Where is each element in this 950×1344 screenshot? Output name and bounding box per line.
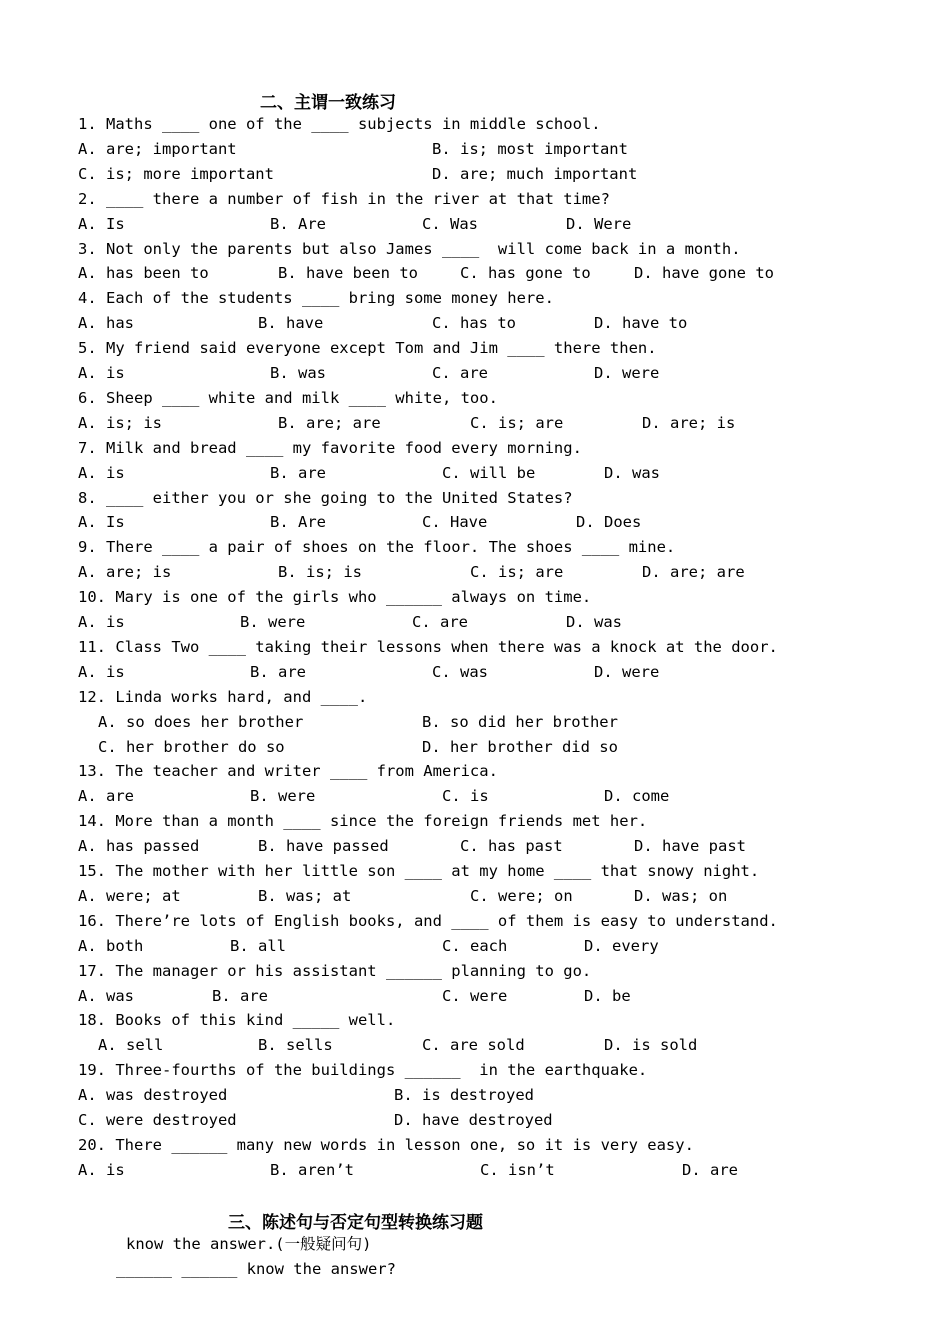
question-text: 19. Three-fourths of the buildings ______ in the earthquake. (78, 1061, 648, 1080)
question-text: 12. Linda works hard, and ____. (78, 687, 368, 706)
option: A. are; important (78, 139, 237, 158)
option: B. sells (258, 1036, 333, 1055)
option: A. so does her brother (98, 712, 304, 731)
option: B. have (258, 314, 324, 333)
option: A. were; at (78, 886, 181, 905)
option: D. was (566, 613, 622, 631)
question-text: 7. Milk and bread ____ my favorite food every morning. (78, 438, 582, 457)
option: C. has gone to (460, 264, 591, 283)
option: B. was; at (258, 886, 352, 905)
question-text: 15. The mother with her little son ____ at my home ____ that snowy night. (78, 862, 760, 880)
option: B. Are (270, 214, 326, 233)
option: A. are; is (78, 563, 172, 582)
question-text: 10. Mary is one of the girls who ______ always on time. (78, 588, 592, 607)
option: B. are (212, 986, 268, 1005)
option: D. were (594, 662, 660, 681)
option: D. are; much important (432, 164, 638, 183)
option: B. are (250, 662, 306, 681)
option: C. Have (422, 513, 488, 532)
question-text: 6. Sheep ____ white and milk ____ white, too. (78, 388, 498, 407)
option: D. come (604, 787, 670, 806)
question-text: 1. Maths ____ one of the ____ subjects in middle school. (78, 115, 601, 133)
section-3-line: ______ ______ know the answer? (116, 1260, 396, 1278)
question-text: 14. More than a month ____ since the foreign friends met her. (78, 812, 648, 831)
question-text: 3. Not only the parents but also James ____ will come back in a month. (78, 239, 741, 258)
option: A. is; is (78, 413, 162, 432)
question-text: 9. There ____ a pair of shoes on the floor. The shoes ____ mine. (78, 538, 676, 557)
option: D. was (604, 463, 660, 482)
section-3-line: know the answer.(一般疑问句) (126, 1235, 372, 1253)
section-3-title: 三、陈述句与否定句型转换练习题 (228, 1213, 483, 1233)
option: A. Is (78, 513, 125, 532)
option: A. was destroyed (78, 1086, 228, 1105)
section-2-title: 二、主谓一致练习 (260, 93, 396, 113)
option: D. are; are (642, 563, 745, 582)
option: D. have to (594, 314, 688, 333)
option: A. is (78, 364, 125, 382)
option: D. are (682, 1160, 738, 1179)
option: C. her brother do so (98, 737, 285, 756)
option: B. are; are (278, 413, 381, 432)
option: B. so did her brother (422, 712, 618, 731)
question-text: 13. The teacher and writer ____ from America. (78, 762, 498, 781)
option: D. be (584, 986, 631, 1005)
option: C. were (442, 986, 508, 1005)
option: A. has passed (78, 837, 200, 856)
option: D. were (594, 364, 660, 382)
option: D. Were (566, 214, 632, 233)
option: B. all (230, 936, 286, 955)
question-text: 11. Class Two ____ taking their lessons when there was a knock at the door. (78, 637, 778, 656)
option: C. is; are (470, 413, 564, 432)
option: D. have gone to (634, 264, 774, 283)
option: B. is; is (278, 563, 362, 582)
option: B. aren’t (270, 1160, 354, 1179)
option: D. every (584, 936, 659, 955)
question-text: 8. ____ either you or she going to the United States? (78, 488, 573, 507)
question-text: 16. There’re lots of English books, and ____ of them is easy to understand. (78, 911, 778, 930)
question-text: 5. My friend said everyone except Tom and Jim ____ there then. (78, 339, 657, 358)
option: C. is; more important (78, 164, 274, 183)
option: C. is (442, 787, 489, 806)
option: B. Are (270, 513, 326, 532)
option: D. are; is (642, 413, 736, 432)
option: B. was (270, 364, 326, 382)
option: D. have destroyed (394, 1111, 553, 1129)
option: A. Is (78, 214, 125, 233)
question-text: 4. Each of the students ____ bring some money here. (78, 289, 554, 308)
option: A. is (78, 613, 125, 631)
option: C. was (432, 662, 488, 681)
option: B. were (240, 613, 306, 631)
option: D. have past (634, 837, 746, 856)
option: C. is; are (470, 563, 564, 582)
option: B. is; most important (432, 139, 628, 158)
option: D. Does (576, 513, 642, 532)
option: C. Was (422, 214, 478, 233)
question-text: 18. Books of this kind _____ well. (78, 1011, 396, 1030)
option: A. has been to (78, 264, 209, 283)
option: A. is (78, 463, 125, 482)
option: D. her brother did so (422, 737, 618, 756)
option: C. are (412, 613, 468, 631)
option: B. have passed (258, 837, 389, 856)
option: C. has past (460, 837, 563, 856)
option: D. is sold (604, 1036, 698, 1055)
option: C. were; on (470, 886, 573, 905)
option: C. has to (432, 314, 516, 333)
option: A. is (78, 662, 125, 681)
option: A. is (78, 1160, 125, 1179)
option: C. are sold (422, 1036, 525, 1055)
option: C. isn’t (480, 1160, 555, 1179)
option: A. sell (98, 1036, 164, 1055)
option: B. is destroyed (394, 1086, 534, 1105)
option: A. has (78, 314, 134, 333)
question-text: 2. ____ there a number of fish in the river at that time? (78, 189, 610, 208)
option: B. are (270, 463, 326, 482)
question-text: 17. The manager or his assistant ______ planning to go. (78, 961, 592, 980)
option: A. both (78, 936, 144, 955)
option: C. were destroyed (78, 1111, 237, 1129)
option: C. are (432, 364, 488, 382)
option: C. will be (442, 463, 536, 482)
question-text: 20. There ______ many new words in lesson one, so it is very easy. (78, 1135, 694, 1154)
option: A. was (78, 986, 134, 1005)
option: A. are (78, 787, 134, 806)
option: D. was; on (634, 886, 728, 905)
option: B. were (250, 787, 316, 806)
option: C. each (442, 936, 508, 955)
option: B. have been to (278, 264, 418, 283)
